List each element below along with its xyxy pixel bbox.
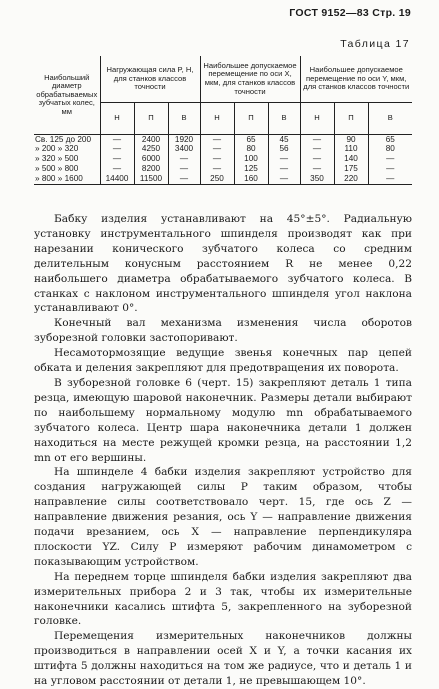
paragraph: Конечный вал механизма изменения числа оборотов зуборезной головки застопоривают. [34, 317, 412, 345]
body-text [34, 212, 412, 689]
table-cell: — [168, 164, 200, 174]
table-cell: — [100, 135, 134, 145]
row-label: » 500 » 800 [35, 163, 79, 173]
table-cell: — [300, 135, 334, 145]
table-cell: 1920 [168, 135, 200, 145]
load-force-header: Нагружающая сила P, Н, для станков классов точности [100, 56, 200, 103]
x-displacement-header: Наибольшее допускаемое перемещение по оси X, мкм, для станков классов точности [200, 56, 300, 103]
paragraph: В зуборезной головке 6 (черт. 15) закрепляют деталь 1 типа резца, имеющую шаровой наконечник. Размеры детали выбирают по наибольшему нормальному модулю mn обрабатываемого зубчатого колеса. Центр шара наконечника детали 1 должен находиться на месте режущей кромки резца, на расстоянии 1,2 mn от его вершины. [34, 376, 412, 464]
class-header: Н [300, 103, 334, 135]
table-cell: 2400 [134, 135, 168, 145]
table-cell: 110 [334, 145, 368, 155]
table-cell: — [268, 164, 300, 174]
table-row [34, 174, 412, 184]
table-cell: — [200, 135, 234, 145]
table-cell: 4250 [134, 145, 168, 155]
page-header: ГОСТ 9152—83 Стр. 19 [289, 7, 411, 19]
table-cell: 140 [334, 155, 368, 165]
table-cell: — [300, 145, 334, 155]
table-caption: Таблица 17 [340, 38, 410, 50]
class-header: Н [100, 103, 134, 135]
table-cell: 56 [268, 145, 300, 155]
table-cell: — [100, 145, 134, 155]
table-cell: — [168, 174, 200, 184]
table-cell: — [268, 174, 300, 184]
table-cell: 175 [334, 164, 368, 174]
class-header: П [134, 103, 168, 135]
paragraph: Перемещения измерительных наконечников должны производиться в направлении осей X и Y, а точки касания их штифта 5 должны находиться на том же радиусе, что и деталь 1 и на угловом расстоянии от детали 1, не превышающем 10°. [34, 630, 412, 688]
class-header: В [168, 103, 200, 135]
class-header: Н [200, 103, 234, 135]
table-cell: — [200, 145, 234, 155]
standards-table [34, 56, 412, 185]
paragraph: Несамотормозящие ведущие звенья конечных пар цепей обката и деления закрепляют для предотвращения их поворота. [34, 347, 412, 375]
table-row [34, 155, 412, 165]
table-cell: — [300, 155, 334, 165]
table-cell: 65 [368, 135, 412, 145]
row-label: » 320 » 500 [35, 154, 79, 164]
table-cell: 14400 [100, 174, 134, 184]
table-cell: — [368, 164, 412, 174]
table-cell: 3400 [168, 145, 200, 155]
table-row [34, 164, 412, 174]
table-row [34, 135, 412, 145]
class-header: В [268, 103, 300, 135]
table-cell: — [100, 155, 134, 165]
table-cell: 160 [234, 174, 268, 184]
paragraph: На переднем торце шпинделя бабки изделия закрепляют два измерительных прибора 2 и 3 так, чтобы их измерительные наконечники касались штифта 5, закрепленного на зуборезной головке. [34, 570, 412, 628]
class-header: В [368, 103, 412, 135]
table-cell: — [100, 164, 134, 174]
table-cell: — [200, 155, 234, 165]
row-label: Св. 125 до 200 [35, 134, 92, 144]
table-cell: 90 [334, 135, 368, 145]
paragraph: Бабку изделия устанавливают на 45°±5°. Радиальную установку инструментального шпинделя производят как при нарезании конического зубчатого колеса со средним делительным конусным расстоянием R не менее 0,22 наибольшего диаметра обрабатываемого зубчатого колеса. В станках с наклоном инструментального шпинделя угол наклона устанавливают 0°. [34, 213, 412, 315]
table-row [34, 145, 412, 155]
row-label: » 800 » 1600 [34, 174, 100, 184]
row-label: » 200 » 320 [35, 144, 79, 154]
paragraph: На шпинделе 4 бабки изделия закрепляют устройство для создания нагружающей силы P таким образом, чтобы направление силы соответствовало черт. 15, где ось Z — направление движения резания, ось Y — направление движения подачи врезанием, ось X — направление перпендикуляра плоскости YZ. Силу P измеряют рабочим динамометром с показывающим устройством. [34, 466, 412, 568]
class-header: П [234, 103, 268, 135]
table-cell: 125 [234, 164, 268, 174]
class-header: П [334, 103, 368, 135]
table-cell: 220 [334, 174, 368, 184]
table-cell: 6000 [134, 155, 168, 165]
table-cell: 80 [234, 145, 268, 155]
diameter-column-header: Наибольший диаметр обрабатываемых зубчатых колес, мм [34, 56, 100, 135]
table-cell: — [368, 155, 412, 165]
table-cell: — [268, 155, 300, 165]
table-cell: 250 [200, 174, 234, 184]
table-cell: — [300, 164, 334, 174]
y-displacement-header: Наибольшее допускаемое перемещение по оси Y, мкм, для станков классов точности [300, 56, 412, 103]
table-cell: — [168, 155, 200, 165]
table-cell: 8200 [134, 164, 168, 174]
table-cell: 65 [234, 135, 268, 145]
table-cell: — [368, 174, 412, 184]
table-cell: 80 [368, 145, 412, 155]
table-cell: 350 [300, 174, 334, 184]
table-cell: 45 [268, 135, 300, 145]
table-cell: 100 [234, 155, 268, 165]
table-cell: — [200, 164, 234, 174]
table-cell: 11500 [134, 174, 168, 184]
